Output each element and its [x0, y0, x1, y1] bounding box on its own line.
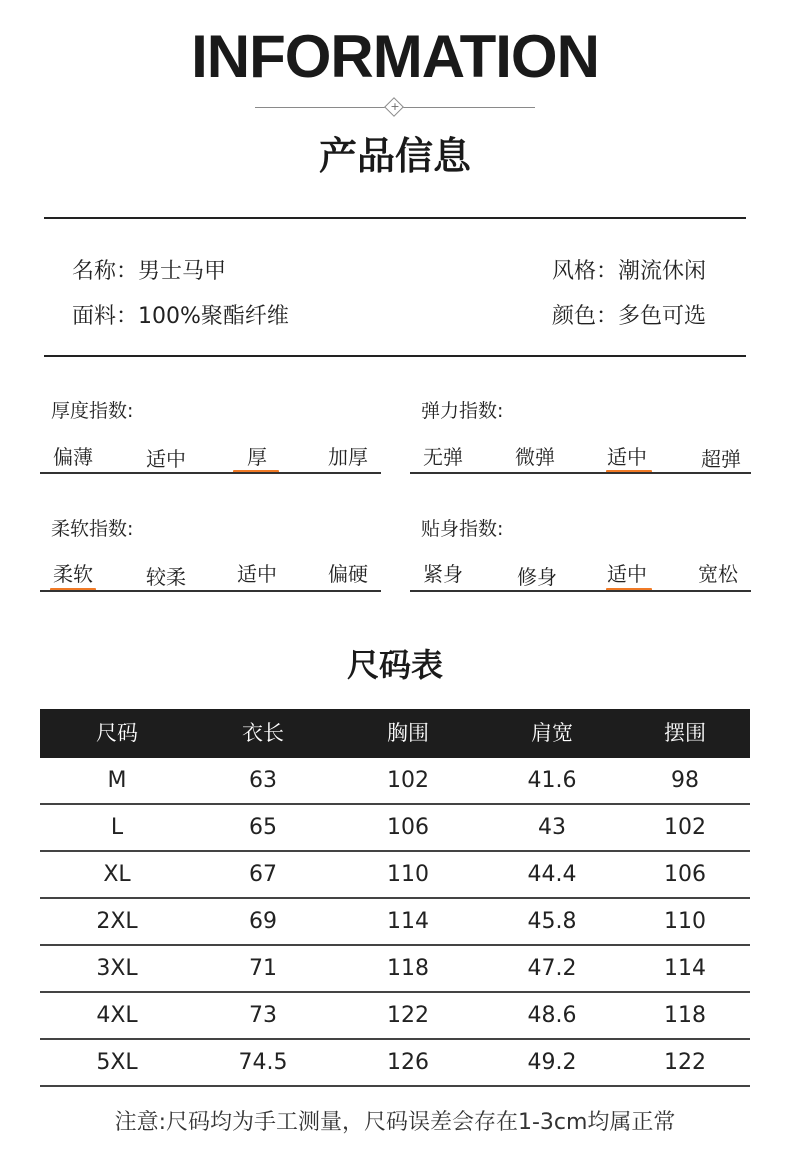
info-fabric-value: 100%聚酯纤维: [138, 304, 289, 329]
table-cell: 65: [249, 815, 277, 840]
column-header: 尺码: [96, 721, 138, 745]
table-row: [40, 899, 750, 946]
table-cell: 67: [249, 862, 277, 887]
info-top-divider: [44, 217, 746, 219]
thickness-scale-line: [40, 472, 381, 474]
softness-option: 偏硬: [328, 562, 368, 586]
table-cell: 74.5: [238, 1050, 288, 1075]
table-cell: 98: [671, 768, 699, 793]
fit-option: 修身: [517, 565, 557, 589]
table-cell: 47.2: [527, 956, 577, 981]
plus-ornament-icon: +: [390, 100, 400, 113]
table-row: [40, 852, 750, 899]
table-cell: 102: [664, 815, 706, 840]
table-cell: 49.2: [527, 1050, 577, 1075]
table-cell: 118: [664, 1003, 706, 1028]
softness-option-selected: 柔软: [53, 562, 93, 586]
fit-option: 宽松: [698, 562, 738, 586]
info-name: [72, 254, 226, 285]
table-cell: 110: [664, 909, 706, 934]
table-cell: 4XL: [96, 1003, 138, 1028]
info-color-value: 多色可选: [618, 304, 707, 329]
table-cell: 110: [387, 862, 429, 887]
info-fabric: [72, 299, 289, 330]
softness-scale-line: [40, 590, 381, 592]
info-color-label: 颜色：: [552, 304, 619, 329]
thickness-option: 加厚: [328, 445, 368, 469]
table-cell: 102: [387, 768, 429, 793]
thickness-option: 偏薄: [53, 445, 93, 469]
info-bottom-divider: [44, 355, 746, 357]
column-header: 胸围: [387, 721, 429, 745]
table-cell: 48.6: [527, 1003, 577, 1028]
fit-option: 紧身: [423, 562, 463, 586]
table-cell: 44.4: [527, 862, 577, 887]
table-cell: 114: [664, 956, 706, 981]
table-cell: 126: [387, 1050, 429, 1075]
fit-index-title: 贴身指数:: [421, 518, 504, 540]
info-color: [552, 299, 706, 330]
table-cell: 5XL: [96, 1050, 138, 1075]
table-cell: XL: [103, 862, 131, 887]
info-style-value: 潮流休闲: [618, 259, 707, 284]
size-chart-title: 尺码表: [346, 646, 443, 684]
page-title-cn: 产品信息: [318, 134, 471, 178]
elasticity-option: 无弹: [423, 445, 463, 469]
size-table-header: [40, 709, 750, 758]
softness-index-title: 柔软指数:: [51, 518, 134, 540]
table-row: [40, 758, 750, 805]
table-cell: 63: [249, 768, 277, 793]
info-style-label: 风格：: [552, 259, 619, 284]
table-cell: 2XL: [96, 909, 138, 934]
table-row: [40, 805, 750, 852]
fit-option-selected: 适中: [607, 562, 647, 586]
table-cell: 71: [249, 956, 277, 981]
table-row: [40, 946, 750, 993]
info-style: [552, 254, 706, 285]
softness-option: 较柔: [146, 565, 186, 589]
table-cell: 3XL: [96, 956, 138, 981]
table-cell: 73: [249, 1003, 277, 1028]
info-fabric-label: 面料：: [72, 304, 139, 329]
table-cell: M: [107, 768, 127, 793]
table-row: [40, 1040, 750, 1087]
elasticity-index-title: 弹力指数:: [421, 400, 504, 422]
thickness-index-title: 厚度指数:: [51, 400, 134, 422]
info-name-label: 名称：: [72, 259, 139, 284]
table-cell: 118: [387, 956, 429, 981]
table-cell: 43: [538, 815, 566, 840]
thickness-option-selected: 厚: [247, 445, 267, 469]
column-header: 衣长: [242, 721, 284, 745]
measurement-note: 注意:尺码均为手工测量，尺码误差会存在1-3cm均属正常: [114, 1110, 676, 1135]
table-cell: 106: [387, 815, 429, 840]
decorative-divider-right: [401, 107, 535, 108]
table-cell: 41.6: [527, 768, 577, 793]
elasticity-option: 超弹: [701, 447, 741, 471]
decorative-divider-left: [255, 107, 387, 108]
column-header: 摆围: [664, 721, 706, 745]
elasticity-option: 微弹: [515, 445, 555, 469]
column-header: 肩宽: [531, 721, 573, 745]
table-cell: L: [110, 815, 124, 840]
elasticity-scale-line: [410, 472, 751, 474]
table-cell: 122: [387, 1003, 429, 1028]
table-cell: 106: [664, 862, 706, 887]
table-cell: 122: [664, 1050, 706, 1075]
fit-scale-line: [410, 590, 751, 592]
table-cell: 45.8: [527, 909, 577, 934]
table-cell: 114: [387, 909, 429, 934]
page-title-en: INFORMATION: [191, 23, 599, 90]
elasticity-option-selected: 适中: [607, 445, 647, 469]
size-table: [40, 709, 750, 1087]
table-row: [40, 993, 750, 1040]
table-cell: 69: [249, 909, 277, 934]
thickness-option: 适中: [146, 447, 186, 471]
info-name-value: 男士马甲: [138, 259, 227, 284]
softness-option: 适中: [237, 562, 277, 586]
